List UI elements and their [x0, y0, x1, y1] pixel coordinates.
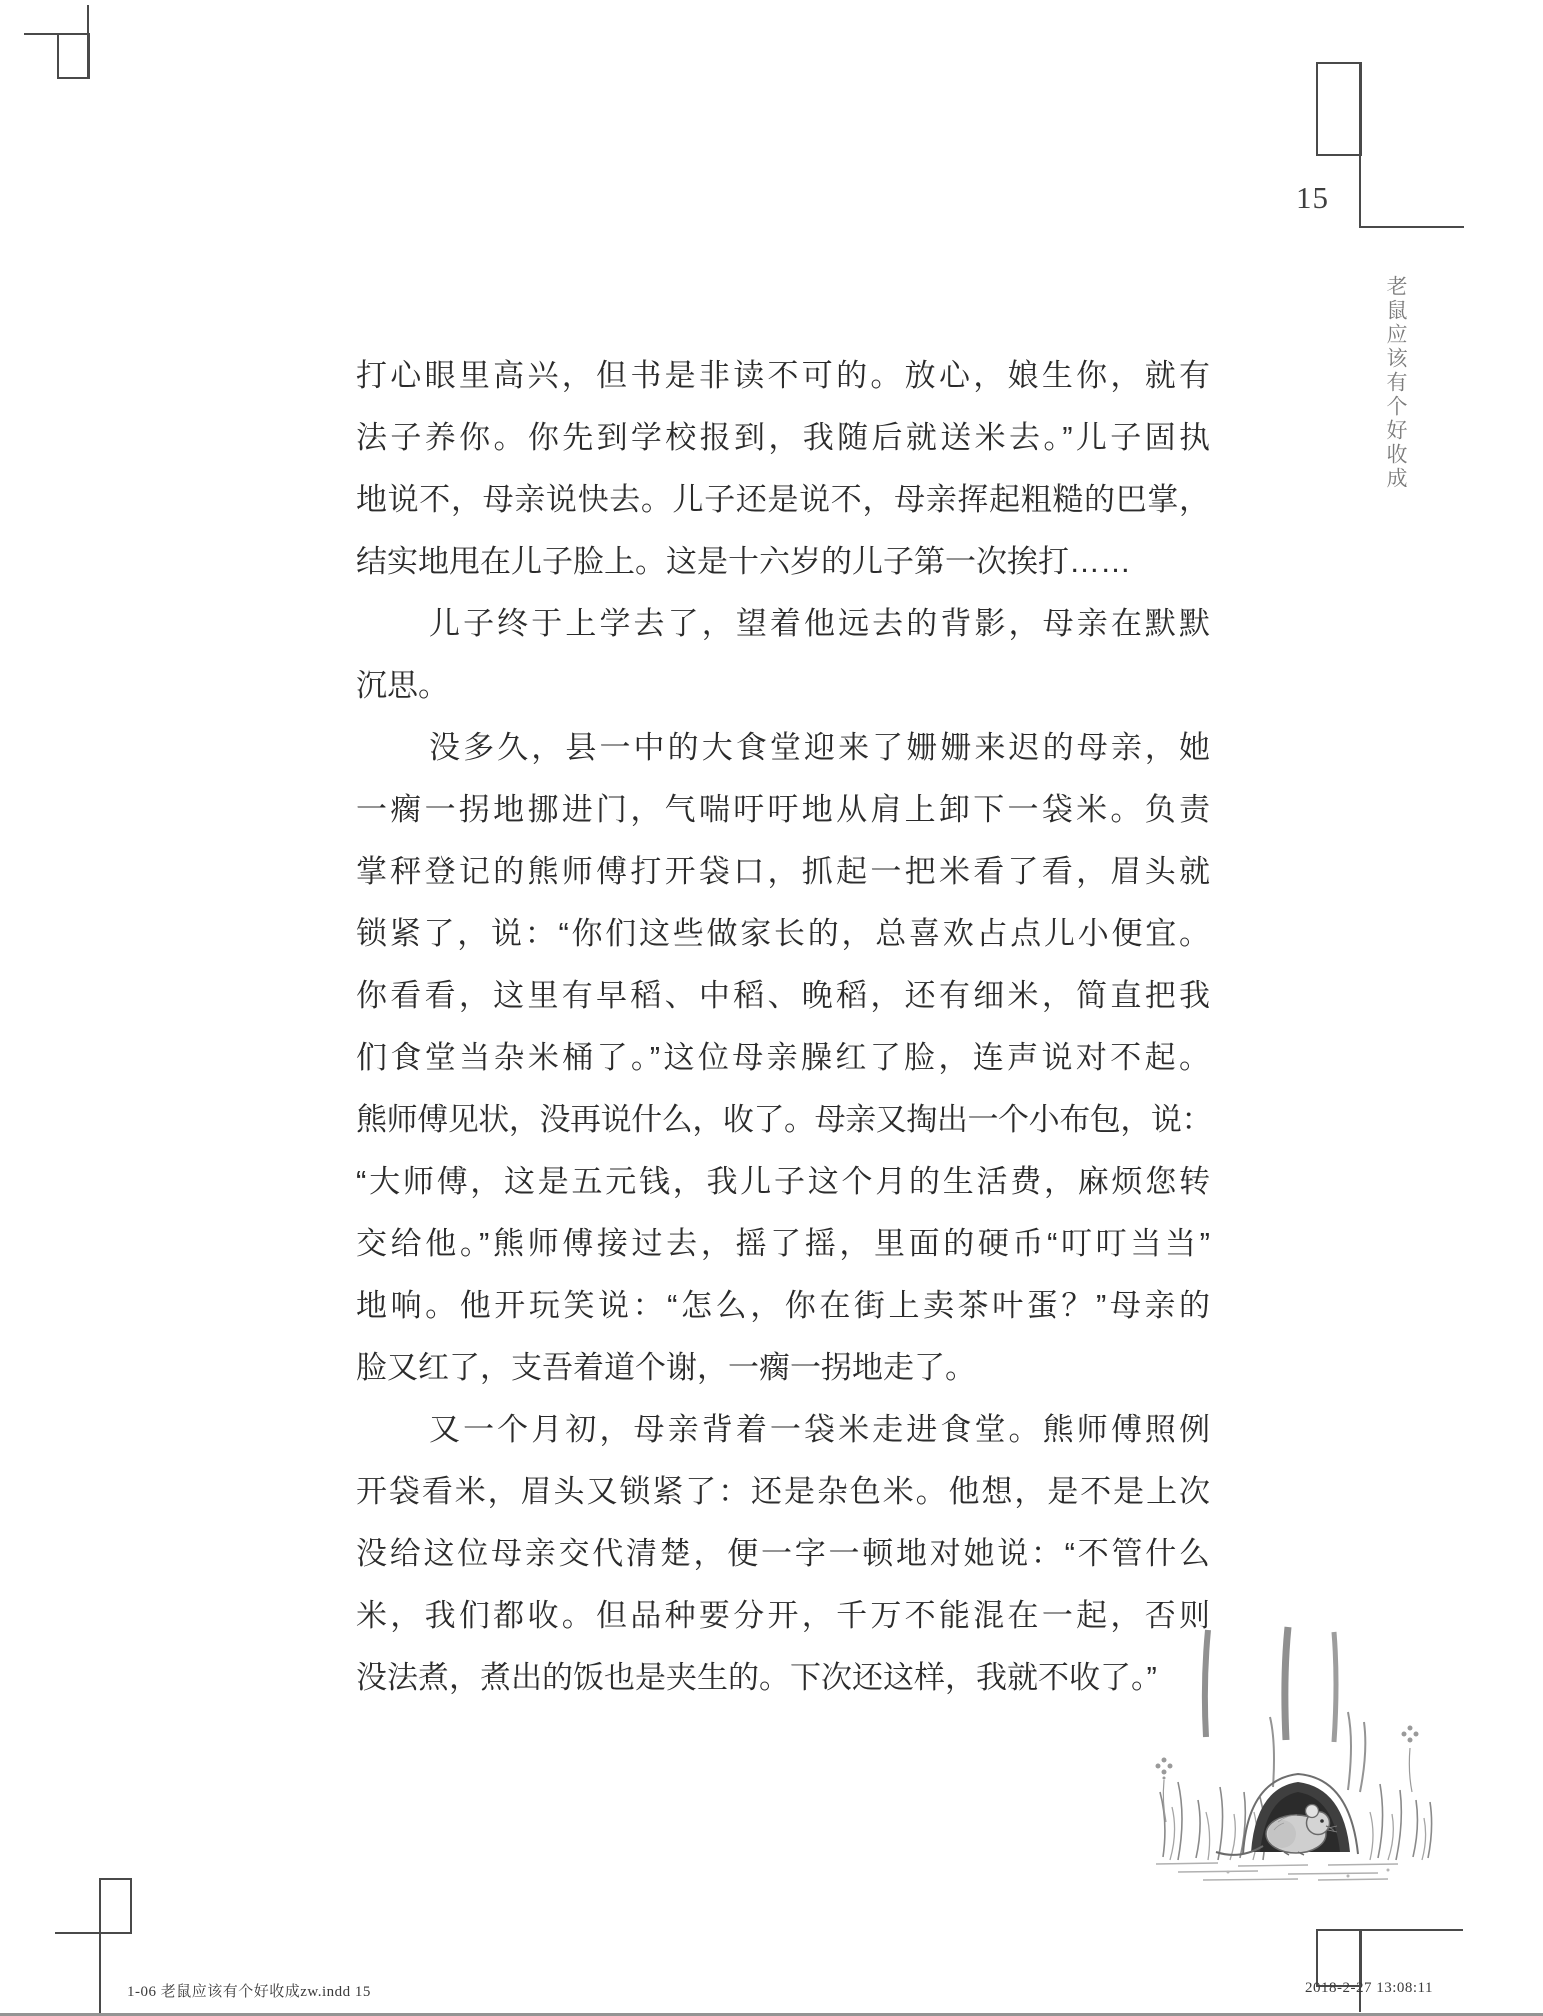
text-line: 地说不，母亲说快去。儿子还是说不，母亲挥起粗糙的巴掌，: [356, 482, 1210, 517]
text-line: 结实地甩在儿子脸上。这是十六岁的儿子第一次挨打……: [356, 544, 1131, 579]
margin-book-title: 老鼠应该有个好收成: [1384, 275, 1408, 491]
story-text: [356, 345, 1210, 1709]
text-line: 法子养你。你先到学校报到，我随后就送米去。”儿子固执: [356, 420, 1210, 455]
text-line: 地响。他开玩笑说：“怎么，你在街上卖茶叶蛋？”母亲的: [356, 1288, 1210, 1323]
text-line: 没多久，县一中的大食堂迎来了姗姗来迟的母亲，她: [429, 730, 1210, 765]
text-line: 沉思。: [356, 668, 449, 703]
text-line: 米，我们都收。但品种要分开，千万不能混在一起，否则: [356, 1598, 1210, 1633]
text-line: 锁紧了，说：“你们这些做家长的，总喜欢占点儿小便宜。: [356, 916, 1210, 951]
mouse-burrow-illustration: [1148, 1622, 1438, 1890]
text-line: 熊师傅见状，没再说什么，收了。母亲又掏出一个小布包，说：: [356, 1102, 1210, 1137]
text-line: 开袋看米，眉头又锁紧了：还是杂色米。他想，是不是上次: [356, 1474, 1210, 1509]
text-line: 儿子终于上学去了，望着他远去的背影，母亲在默默: [429, 606, 1210, 641]
flower-cluster-right: [1402, 1726, 1419, 1743]
page-number: 15: [1296, 180, 1329, 215]
footer-filename: 1-06 老鼠应该有个好收成zw.indd 15: [127, 1984, 371, 2000]
footer-timestamp: 2018-2-27 13:08:11: [1304, 1980, 1433, 1996]
text-line: 掌秤登记的熊师傅打开袋口，抓起一把米看了看，眉头就: [356, 854, 1210, 889]
text-line: 没法煮，煮出的饭也是夹生的。下次还这样，我就不收了。”: [356, 1660, 1157, 1695]
text-line: 脸又红了，支吾着道个谢，一瘸一拐地走了。: [356, 1350, 976, 1385]
text-line: 打心眼里高兴，但书是非读不可的。放心，娘生你，就有: [356, 358, 1210, 393]
text-line: 没给这位母亲交代清楚，便一字一顿地对她说：“不管什么: [356, 1536, 1210, 1571]
text-line: “大师傅，这是五元钱，我儿子这个月的生活费，麻烦您转: [356, 1164, 1210, 1199]
text-line: 们食堂当杂米桶了。”这位母亲臊红了脸，连声说对不起。: [356, 1040, 1210, 1075]
text-line: 交给他。”熊师傅接过去，摇了摇，里面的硬币“叮叮当当”: [356, 1226, 1210, 1261]
text-line: 又一个月初，母亲背着一袋米走进食堂。熊师傅照例: [429, 1412, 1210, 1447]
text-line: 你看看，这里有早稻、中稻、晚稻，还有细米，简直把我: [356, 978, 1210, 1013]
flower-cluster-left: [1156, 1758, 1173, 1780]
text-line: 一瘸一拐地挪进门，气喘吁吁地从肩上卸下一袋米。负责: [356, 792, 1210, 827]
